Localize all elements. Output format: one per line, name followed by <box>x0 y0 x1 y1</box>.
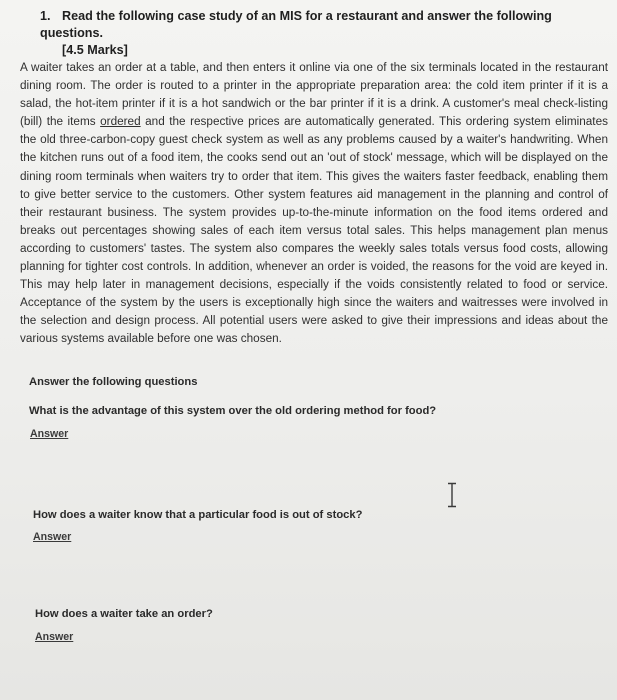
question-number: 1. <box>40 9 51 23</box>
answer-1-link[interactable]: Answer <box>30 428 69 440</box>
answer-3-link[interactable]: Answer <box>35 631 74 643</box>
question-2-text: How does a waiter know that a particular food is out of stock? <box>33 509 363 521</box>
text-cursor-icon <box>446 482 458 508</box>
question-title: Read the following case study of an MIS for a restaurant and answer the following questions. <box>40 9 552 40</box>
answer-2-link[interactable]: Answer <box>33 531 72 543</box>
case-study-paragraph <box>20 59 608 349</box>
question-3-text: How does a waiter take an order? <box>35 608 213 620</box>
case-study-text-part-1: A waiter takes an order at a table, and then enters it online via one of the six terminals located in the restaurant dining room. The order is routed to a printer in the appropriate preparation area: the cold item printer if it is a salad, the hot-item printer if it is a hot sandwich or the bar printer if it is a drink. A customer's meal check-listing (bill) the items <box>20 61 608 129</box>
question-marks: [4.5 Marks] <box>62 43 128 57</box>
case-study-underlined-word: ordered <box>100 115 141 129</box>
instruction-label: Answer the following questions <box>29 376 198 388</box>
question-1-text: What is the advantage of this system over the old ordering method for food? <box>29 405 437 417</box>
case-study-text-part-2: and the respective prices are automatically generated. This ordering system eliminates the old three-carbon-copy guest check system as well as any problems caused by a waiter's handwriting. When the kitchen runs out of a food item, the cooks send out an 'out of stock' message, which will be displayed on the dining room terminals when waiters try to order that item. This gives the waiters faster feedback, enabling them to give better service to the customers. Other system features aid management in the planning and control of their restaurant business. The system provides up-to-the-minute information on the food items ordered and breaks out percentages showing sales of each item versus total sales. This helps management plan menus according to customers' tastes. The system also compares the weekly sales totals versus food costs, allowing planning for tighter cost controls. In addition, whenever an order is voided, the reasons for the void are keyed in. This may help later in management decisions, especially if the voids consistently related to food or service. Acceptance of the system by the users is exceptionally high since the waiters and waitresses were involved in the selection and design process. All potential users were asked to give their impressions and ideas about the various systems available before one was chosen. <box>20 115 608 346</box>
question-heading <box>40 8 610 59</box>
